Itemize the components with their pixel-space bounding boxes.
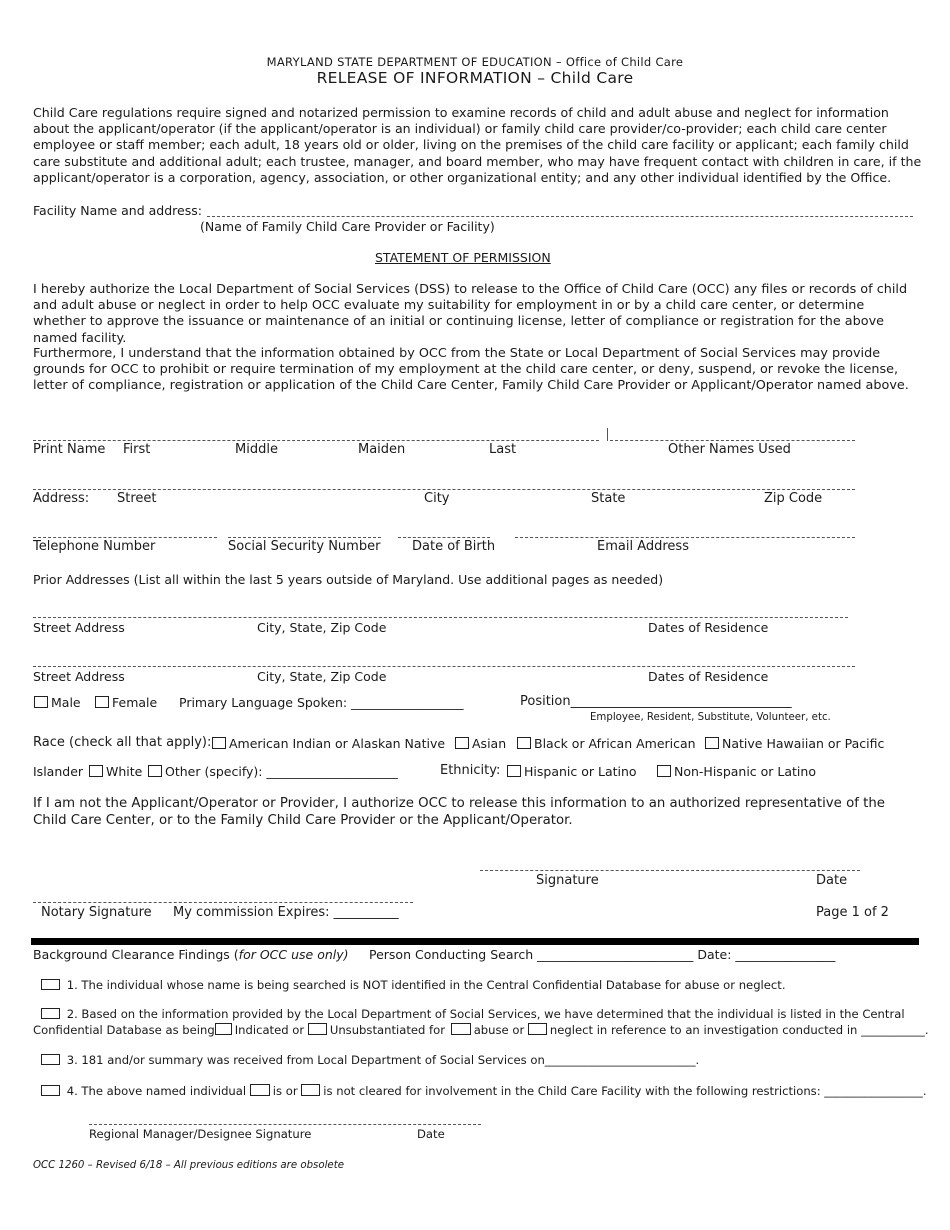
email-label: Email Address bbox=[597, 539, 689, 554]
street-label: Street bbox=[117, 491, 157, 506]
department-header: MARYLAND STATE DEPARTMENT OF EDUCATION – Office of Child Care bbox=[266, 55, 684, 69]
permission-paragraph-2: Furthermore, I understand that the information obtained by OCC from the State or Local Department of Social Services may provide grounds for OCC to prohibit or require termination of my employment at the child care center, or deny, suspend, or revoke the license, letter of compliance, registration or application of the Child Care Center, Family Child Care Provider or Applicant/Operator named above. bbox=[33, 346, 909, 394]
race-other-checkbox[interactable] bbox=[148, 765, 162, 777]
prior-dates-label-1: Dates of Residence bbox=[648, 620, 769, 635]
unsubstantiated-checkbox[interactable] bbox=[308, 1023, 327, 1035]
position-hint: Employee, Resident, Substitute, Volunteer, etc. bbox=[590, 712, 831, 723]
race-white-checkbox[interactable] bbox=[89, 765, 103, 777]
prior-address-1-line[interactable] bbox=[33, 617, 848, 618]
ethnicity-hispanic-option[interactable] bbox=[507, 764, 637, 779]
page-number: Page 1 of 2 bbox=[816, 905, 889, 920]
findings-label bbox=[33, 947, 349, 962]
finding-3-text: 3. 181 and/or summary was received from Local Department of Social Services on__________________________. bbox=[66, 1053, 700, 1067]
abuse-checkbox[interactable] bbox=[451, 1023, 471, 1035]
regional-signature-label: Regional Manager/Designee Signature bbox=[89, 1127, 312, 1141]
race-asian-label: Asian bbox=[472, 736, 507, 751]
finding-item-1 bbox=[41, 978, 786, 992]
prior-dates-label-2: Dates of Residence bbox=[648, 669, 769, 684]
ethnicity-hispanic-checkbox[interactable] bbox=[507, 765, 521, 777]
finding-4-checkbox[interactable] bbox=[41, 1085, 60, 1096]
findings-label-text: Background Clearance Findings ( bbox=[33, 947, 239, 962]
not-cleared-label: is not cleared for involvement in the Child Care Facility with the following restrictions: _________________. bbox=[323, 1084, 927, 1098]
female-label: Female bbox=[112, 695, 158, 710]
race-option-aian[interactable] bbox=[212, 736, 445, 751]
race-nhpi-label: Native Hawaiian or Pacific bbox=[722, 736, 885, 751]
form-title: RELEASE OF INFORMATION – Child Care bbox=[316, 69, 634, 87]
facility-sublabel: (Name of Family Child Care Provider or Facility) bbox=[200, 219, 495, 234]
race-option-nhpi[interactable] bbox=[705, 736, 884, 751]
finding-4-text-1: 4. The above named individual bbox=[66, 1084, 247, 1098]
not-cleared-checkbox[interactable] bbox=[301, 1084, 320, 1096]
ethnicity-nonhispanic-label: Non-Hispanic or Latino bbox=[674, 764, 816, 779]
finding-3-checkbox[interactable] bbox=[41, 1054, 60, 1065]
regional-signature-line[interactable] bbox=[89, 1124, 481, 1125]
race-other-label: Other (specify): _____________________ bbox=[165, 764, 398, 779]
race-black-label: Black or African American bbox=[534, 736, 696, 751]
commission-field[interactable]: My commission Expires: __________ bbox=[173, 905, 399, 920]
position-field[interactable]: Position__________________________________ bbox=[520, 694, 792, 709]
finding-1-checkbox[interactable] bbox=[41, 979, 60, 990]
notary-label: Notary Signature bbox=[41, 905, 152, 920]
phone-input-line[interactable] bbox=[33, 537, 217, 538]
dob-label: Date of Birth bbox=[412, 539, 496, 554]
male-label: Male bbox=[51, 695, 81, 710]
indicated-checkbox[interactable] bbox=[215, 1023, 232, 1035]
other-names-input-line[interactable] bbox=[610, 440, 855, 441]
unsubstantiated-label: Unsubstantiated for bbox=[329, 1023, 445, 1037]
finding-2-checkbox[interactable] bbox=[41, 1008, 60, 1019]
race-option-other[interactable] bbox=[148, 764, 398, 779]
race-label: Race (check all that apply): bbox=[33, 735, 212, 750]
race-nhpi-checkbox[interactable] bbox=[705, 737, 719, 749]
intro-paragraph: Child Care regulations require signed and notarized permission to examine records of child and adult abuse and neglect for information about the applicant/operator (if the applicant/operator is an individual) or family child care provider/co-provider; each child care center employee or staff member; each adult, 18 years old or older, living on the premises of the child care facility or applicant; each family child care substitute and additional adult; each trustee, manager, and board member, who may have frequent contact with children in care, if the applicant/operator is a corporation, agency, association, or other organizational entity; and any other individual identified by the Office. bbox=[33, 105, 922, 185]
form-footer: OCC 1260 – Revised 6/18 – All previous editions are obsolete bbox=[33, 1160, 344, 1171]
neglect-label: neglect in reference to an investigation conducted in ___________. bbox=[549, 1023, 929, 1037]
section-divider bbox=[31, 938, 919, 945]
date-label: Date bbox=[816, 873, 848, 888]
finding-2-text-a: 2. Based on the information provided by the Local Department of Social Services, we have determined that the individual is listed in the Central bbox=[66, 1007, 905, 1021]
maiden-label: Maiden bbox=[358, 442, 406, 457]
race-black-checkbox[interactable] bbox=[517, 737, 531, 749]
ethnicity-hispanic-label: Hispanic or Latino bbox=[524, 764, 637, 779]
notary-input-line[interactable] bbox=[33, 902, 413, 903]
male-option[interactable] bbox=[34, 695, 81, 710]
city-label: City bbox=[424, 491, 450, 506]
prior-street-label-1: Street Address bbox=[33, 620, 125, 635]
race-aian-label: American Indian or Alaskan Native bbox=[229, 736, 446, 751]
ethnicity-label: Ethnicity: bbox=[440, 763, 501, 778]
finding-item-2a bbox=[41, 1007, 905, 1021]
findings-label-italic: for OCC use only) bbox=[238, 947, 349, 962]
address-input-line[interactable] bbox=[33, 489, 855, 490]
first-label: First bbox=[123, 442, 151, 457]
phone-label: Telephone Number bbox=[33, 539, 156, 554]
ssn-input-line[interactable] bbox=[228, 537, 381, 538]
regional-date-label: Date bbox=[417, 1127, 445, 1141]
state-label: State bbox=[591, 491, 626, 506]
permission-paragraph-1: I hereby authorize the Local Department of Social Services (DSS) to release to the Office of Child Care (OCC) any files or records of child and adult abuse or neglect in order to help OCC evaluate my suitability for employment in or by a child care center, or determine whether to approve the issuance or maintenance of an initial or continuing license, letter of compliance or registration for the above named facility. bbox=[33, 282, 908, 346]
finding-item-3 bbox=[41, 1053, 699, 1067]
finding-item-4 bbox=[41, 1084, 927, 1098]
prior-addresses-label: Prior Addresses (List all within the last 5 years outside of Maryland. Use additional pages as needed) bbox=[33, 572, 664, 587]
male-checkbox[interactable] bbox=[34, 696, 48, 708]
is-cleared-label: is or bbox=[272, 1084, 298, 1098]
indicated-label: Indicated or bbox=[234, 1023, 305, 1037]
female-option[interactable] bbox=[95, 695, 157, 710]
person-conducting-field[interactable]: Person Conducting Search _________________________ Date: ________________ bbox=[369, 947, 836, 962]
print-name-label: Print Name bbox=[33, 442, 106, 457]
finding-1-text: 1. The individual whose name is being searched is NOT identified in the Central Confidential Database for abuse or neglect. bbox=[66, 978, 786, 992]
is-cleared-checkbox[interactable] bbox=[250, 1084, 270, 1096]
finding-2-text-b1: Confidential Database as being bbox=[33, 1023, 215, 1037]
race-white-label: White bbox=[106, 764, 143, 779]
prior-street-label-2: Street Address bbox=[33, 669, 125, 684]
statement-title: STATEMENT OF PERMISSION bbox=[375, 250, 551, 265]
email-input-line[interactable] bbox=[515, 537, 855, 538]
last-label: Last bbox=[489, 442, 517, 457]
language-field[interactable]: Primary Language Spoken: __________________ bbox=[179, 695, 464, 710]
prior-csz-label-2: City, State, Zip Code bbox=[257, 669, 387, 684]
race-option-white[interactable] bbox=[89, 764, 142, 779]
name-divider bbox=[607, 428, 608, 441]
other-names-label: Other Names Used bbox=[668, 442, 791, 457]
female-checkbox[interactable] bbox=[95, 696, 109, 708]
release-paragraph: If I am not the Applicant/Operator or Provider, I authorize OCC to release this information to an authorized representative of the Child Care Center, or to the Family Child Care Provider or the Applicant/Operator. bbox=[33, 796, 885, 828]
neglect-checkbox[interactable] bbox=[528, 1023, 547, 1035]
ssn-label: Social Security Number bbox=[228, 539, 381, 554]
signature-input-line[interactable] bbox=[480, 870, 860, 871]
abuse-label: abuse or bbox=[473, 1023, 525, 1037]
facility-input-line[interactable] bbox=[207, 216, 913, 217]
zip-label: Zip Code bbox=[764, 491, 823, 506]
ethnicity-nonhispanic-option[interactable] bbox=[657, 764, 816, 779]
dob-input-line[interactable] bbox=[398, 537, 490, 538]
finding-item-2b bbox=[33, 1023, 929, 1037]
race-asian-checkbox[interactable] bbox=[455, 737, 469, 749]
address-label: Address: bbox=[33, 491, 90, 506]
race-islander-label: Islander bbox=[33, 764, 84, 779]
prior-csz-label-1: City, State, Zip Code bbox=[257, 620, 387, 635]
middle-label: Middle bbox=[235, 442, 278, 457]
ethnicity-nonhispanic-checkbox[interactable] bbox=[657, 765, 671, 777]
facility-label: Facility Name and address: bbox=[33, 203, 202, 218]
signature-label: Signature bbox=[536, 873, 599, 888]
prior-address-2-line[interactable] bbox=[33, 666, 855, 667]
race-option-asian[interactable] bbox=[455, 736, 506, 751]
name-input-line[interactable] bbox=[33, 440, 599, 441]
race-option-black[interactable] bbox=[517, 736, 696, 751]
race-aian-checkbox[interactable] bbox=[212, 737, 226, 749]
